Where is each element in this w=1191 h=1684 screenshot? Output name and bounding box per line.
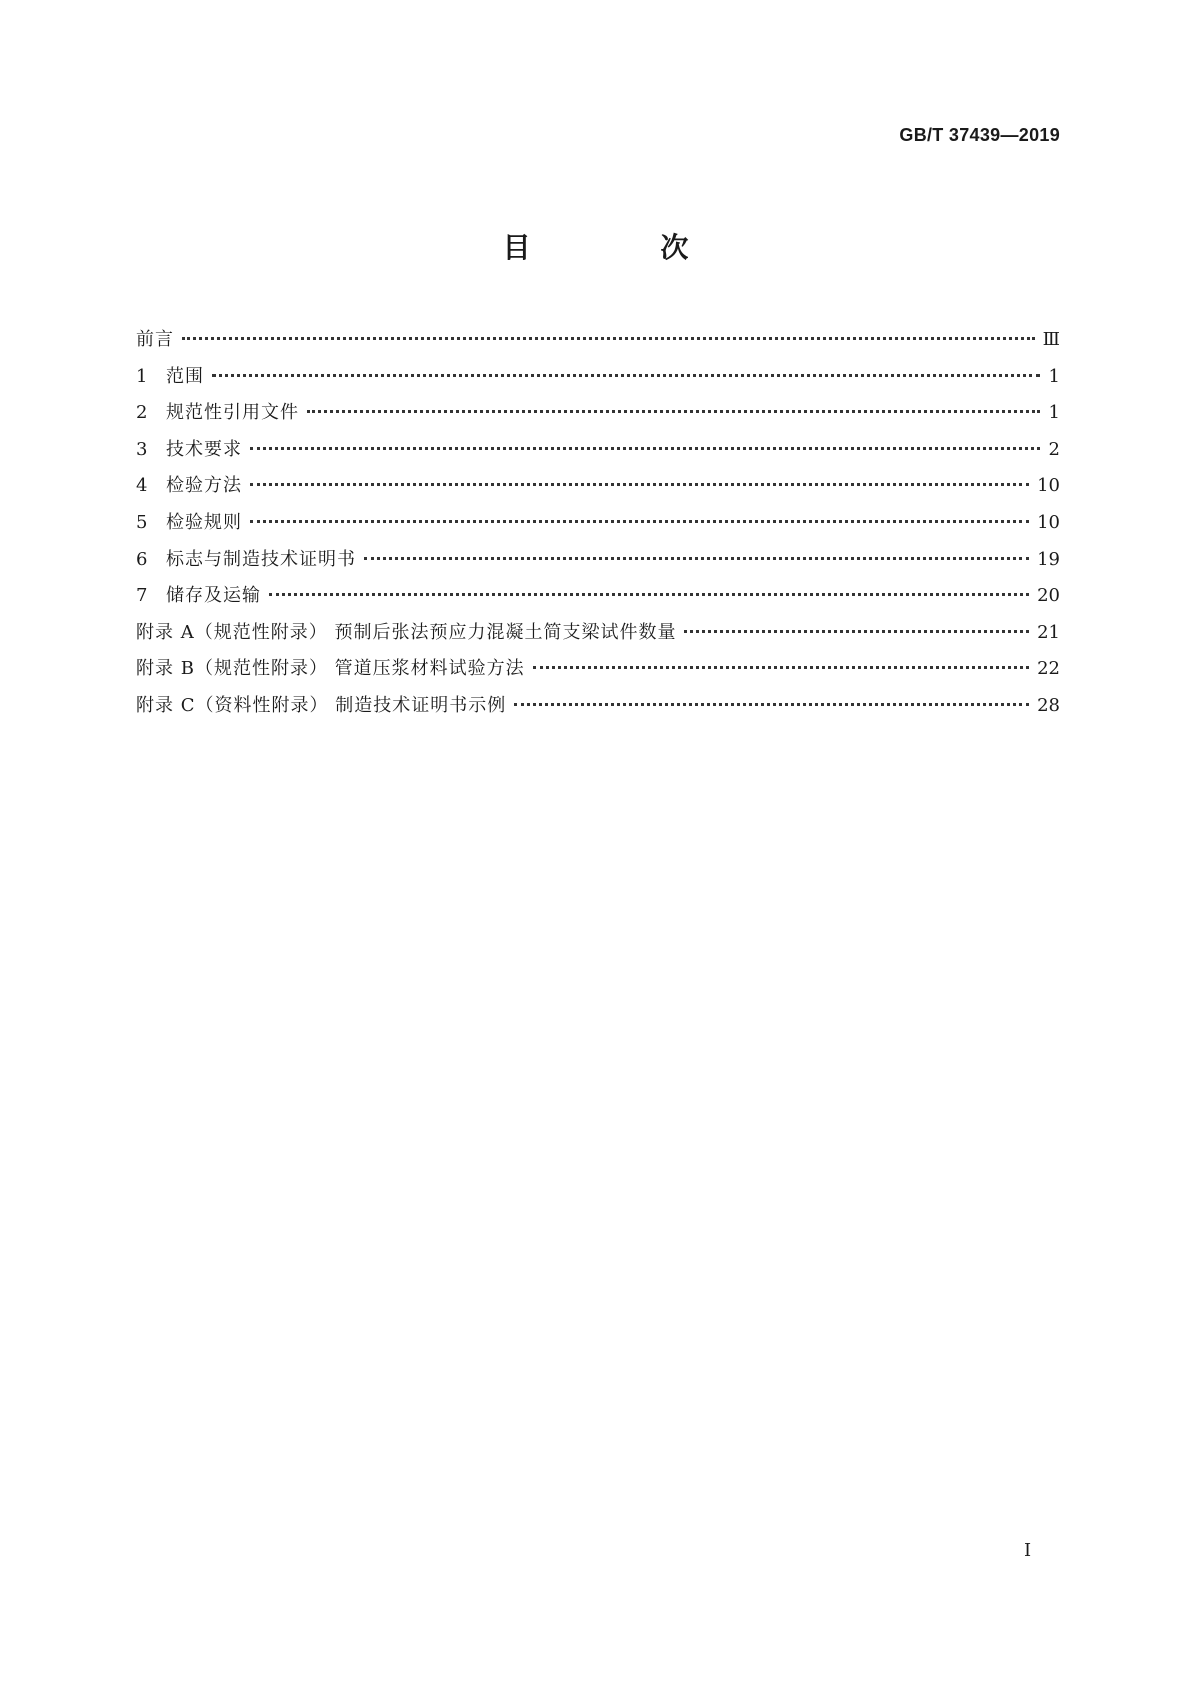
toc-leader-dots: [250, 520, 1029, 523]
toc-leader-dots: [212, 374, 1040, 377]
page-title: 目 次: [502, 231, 749, 264]
toc-entry-page: 10: [1037, 475, 1060, 497]
toc-entry-label: 前言: [136, 329, 174, 350]
toc-entry-preface[interactable]: [136, 325, 1060, 362]
toc-leader-dots: [269, 593, 1029, 596]
toc-entry-number: 5: [136, 511, 148, 533]
toc-entry-page: 20: [1037, 585, 1060, 607]
toc-entry-label: 范围: [166, 365, 204, 387]
toc-entry-number: 7: [136, 585, 148, 607]
toc-entry-number: 3: [136, 438, 148, 460]
toc-entry-label: 附录 A（规范性附录） 预制后张法预应力混凝土简支梁试件数量: [136, 621, 677, 643]
toc-entry-label: 附录 C（资料性附录） 制造技术证明书示例: [136, 694, 507, 716]
toc-entry-page: 21: [1037, 621, 1060, 643]
toc-entry-page: 19: [1037, 548, 1060, 570]
toc-entry-label: 标志与制造技术证明书: [166, 548, 356, 570]
toc-entry-appendix-c[interactable]: [136, 691, 1060, 728]
toc-entry-label: 储存及运输: [166, 585, 261, 607]
toc-entry-test-methods[interactable]: [136, 471, 1060, 508]
table-of-contents: [136, 325, 1060, 728]
toc-entry-label: 检验方法: [166, 475, 242, 497]
toc-entry-label: 技术要求: [166, 438, 242, 460]
toc-leader-dots: [684, 630, 1029, 633]
toc-entry-label: 规范性引用文件: [166, 402, 299, 424]
toc-leader-dots: [182, 337, 1035, 340]
toc-entry-inspection-rules[interactable]: [136, 508, 1060, 545]
toc-entry-page: 22: [1037, 658, 1060, 680]
toc-leader-dots: [364, 557, 1029, 560]
toc-entry-page: 10: [1037, 511, 1060, 533]
toc-entry-appendix-a[interactable]: [136, 618, 1060, 655]
toc-entry-storage-transport[interactable]: [136, 581, 1060, 618]
page-number: I: [1024, 1540, 1032, 1561]
toc-entry-label: 附录 B（规范性附录） 管道压浆材料试验方法: [136, 658, 525, 680]
toc-entry-number: 2: [136, 402, 148, 424]
toc-entry-marking-certificate[interactable]: [136, 545, 1060, 582]
toc-leader-dots: [533, 666, 1029, 669]
standard-code: GB/T 37439—2019: [899, 125, 1060, 145]
toc-leader-dots: [250, 447, 1040, 450]
toc-entry-appendix-b[interactable]: [136, 654, 1060, 691]
toc-entry-page: 1: [1048, 365, 1060, 387]
toc-entry-normative-references[interactable]: [136, 398, 1060, 435]
toc-entry-number: 1: [136, 365, 148, 387]
toc-entry-page: 1: [1048, 402, 1060, 424]
toc-leader-dots: [514, 703, 1029, 706]
toc-entry-scope[interactable]: [136, 362, 1060, 399]
toc-entry-label: 检验规则: [166, 511, 242, 533]
toc-entry-page: 28: [1037, 694, 1060, 716]
toc-entry-technical-requirements[interactable]: [136, 435, 1060, 472]
toc-leader-dots: [307, 410, 1040, 413]
toc-entry-number: 6: [136, 548, 148, 570]
toc-entry-page: Ⅲ: [1042, 329, 1060, 350]
toc-entry-page: 2: [1048, 438, 1060, 460]
toc-entry-number: 4: [136, 475, 148, 497]
toc-leader-dots: [250, 483, 1029, 486]
